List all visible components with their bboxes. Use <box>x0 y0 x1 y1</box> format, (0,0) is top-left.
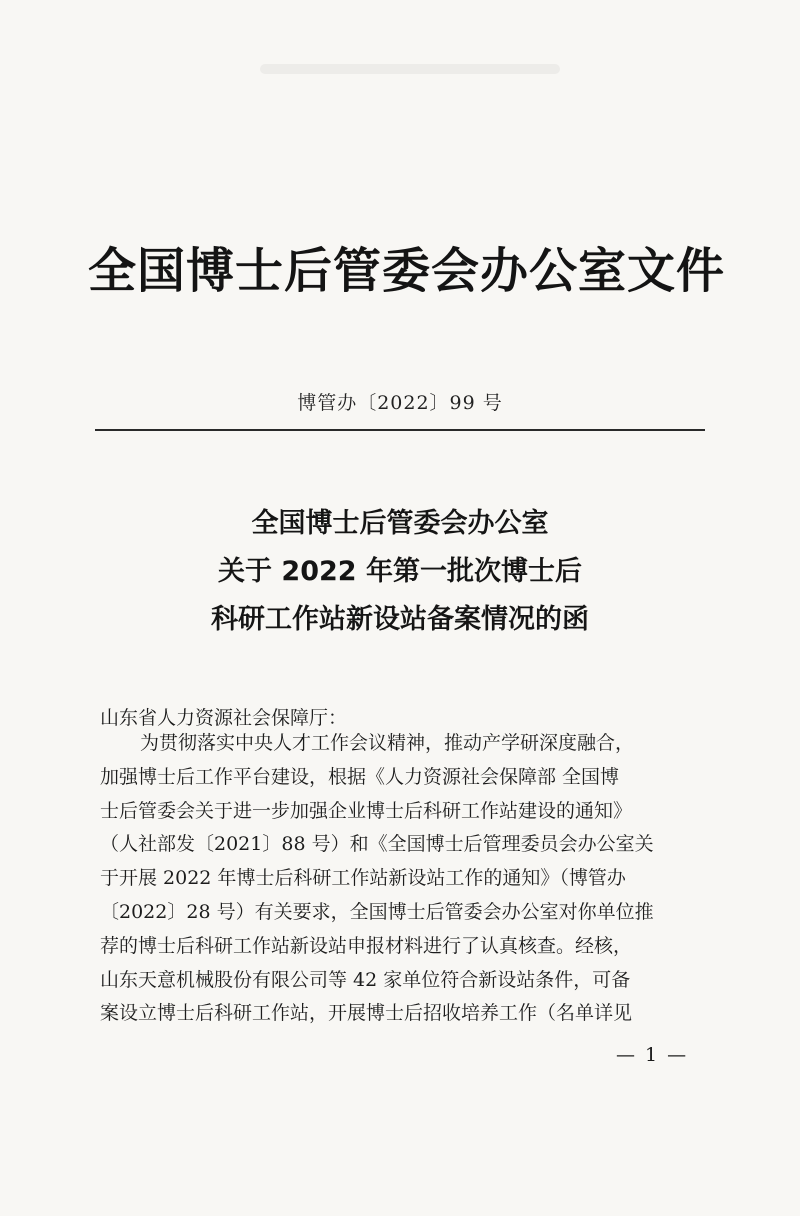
body-line: 案设立博士后科研工作站，开展博士后招收培养工作（名单详见 <box>100 1002 633 1025</box>
title-line: 全国博士后管委会办公室 <box>251 508 549 539</box>
document-header-title: 全国博士后管委会办公室文件 <box>88 243 726 299</box>
addressee: 山东省人力资源社会保障厅： <box>100 707 348 729</box>
header-divider <box>95 429 705 431</box>
document-number: 博管办〔2022〕99 号 <box>297 392 503 414</box>
title-line: 关于 2022 年第一批次博士后 <box>218 556 582 587</box>
body-line: 山东天意机械股份有限公司等 42 家单位符合新设站条件，可备 <box>100 968 631 991</box>
letter-title <box>0 500 800 644</box>
scan-smudge <box>260 64 560 74</box>
body-line: 士后管委会关于进一步加强企业博士后科研工作站建设的通知》 <box>100 799 633 822</box>
title-line: 科研工作站新设站备案情况的函 <box>211 604 589 635</box>
body-line: 加强博士后工作平台建设，根据《人力资源社会保障部 全国博 <box>100 765 620 788</box>
body-line: 荐的博士后科研工作站新设站申报材料进行了认真核查。经核， <box>100 934 633 957</box>
page-number: — 1 — <box>616 1044 689 1066</box>
letter-body <box>100 727 700 1031</box>
body-line: 〔2022〕28 号）有关要求，全国博士后管委会办公室对你单位推 <box>100 900 654 923</box>
body-line: 为贯彻落实中央人才工作会议精神，推动产学研深度融合， <box>140 732 635 754</box>
body-line: 于开展 2022 年博士后科研工作站新设站工作的通知》（博管办 <box>100 867 626 890</box>
body-line: （人社部发〔2021〕88 号）和《全国博士后管理委员会办公室关 <box>100 833 654 856</box>
